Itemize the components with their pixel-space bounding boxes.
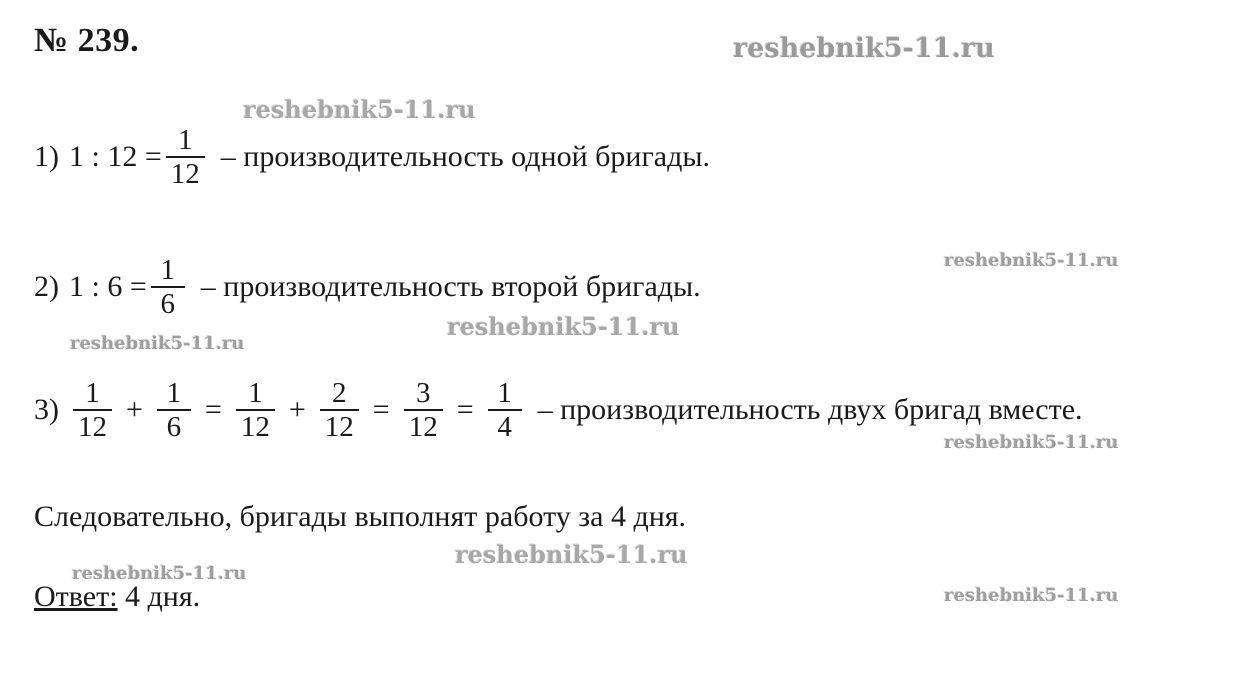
solution-step-2: [34, 255, 701, 320]
step-3-operator-2: +: [288, 393, 306, 427]
step-3-fraction-2: [157, 378, 191, 443]
step-1-description: – производительность одной бригады.: [220, 140, 710, 174]
step-3-operator-1: +: [126, 393, 143, 427]
step-3-equals-2: =: [372, 393, 390, 427]
step-2-description: – производительность второй бригады.: [200, 270, 701, 304]
fraction-denominator: 6: [166, 411, 182, 444]
step-2-expression: 1 : 6 =: [69, 270, 147, 304]
step-3-fraction-1: [73, 378, 112, 443]
watermark: reshebnik5-11.ru: [733, 33, 995, 64]
step-2-marker: 2): [34, 270, 59, 304]
step-3-equals-3: =: [456, 393, 474, 427]
step-3-equals-1: =: [204, 393, 222, 427]
step-3-fraction-3: [236, 378, 275, 443]
solution-step-1: [34, 125, 710, 190]
step-1-fraction-numerator: 1: [178, 124, 193, 156]
step-1-fraction-denominator: 12: [170, 158, 200, 191]
answer-value: 4 дня.: [125, 580, 201, 613]
fraction-denominator: 12: [324, 411, 354, 444]
step-1-marker: 1): [34, 140, 59, 174]
watermark: reshebnik5-11.ru: [447, 312, 680, 341]
fraction-numerator: 1: [248, 377, 263, 409]
fraction-numerator: 3: [415, 377, 431, 409]
watermark: reshebnik5-11.ru: [70, 333, 245, 354]
fraction-denominator: 4: [497, 411, 512, 444]
fraction-denominator: 12: [78, 411, 107, 444]
watermark: reshebnik5-11.ru: [455, 540, 688, 569]
answer-line: [34, 580, 200, 614]
step-1-fraction: [166, 125, 205, 190]
solution-step-3: [34, 378, 1083, 443]
watermark: reshebnik5-11.ru: [944, 250, 1119, 271]
step-3-fraction-5: [404, 378, 443, 443]
step-2-fraction: [151, 255, 185, 320]
step-1-expression: 1 : 12 =: [69, 140, 162, 174]
fraction-numerator: 1: [85, 377, 100, 409]
watermark: reshebnik5-11.ru: [243, 95, 476, 124]
fraction-denominator: 12: [408, 411, 438, 444]
step-3-marker: 3): [34, 393, 59, 427]
answer-label: Ответ:: [34, 580, 118, 613]
fraction-numerator: 1: [166, 377, 182, 409]
problem-number: № 239.: [34, 22, 140, 59]
step-3-description: – производительность двух бригад вместе.: [537, 393, 1083, 427]
watermark: reshebnik5-11.ru: [72, 563, 247, 584]
fraction-numerator: 1: [497, 377, 512, 409]
step-2-fraction-numerator: 1: [160, 254, 176, 286]
watermark: reshebnik5-11.ru: [944, 585, 1119, 606]
watermark: reshebnik5-11.ru: [944, 432, 1119, 453]
conclusion-text: Следовательно, бригады выполнят работу за 4 дня.: [34, 500, 687, 533]
step-3-fraction-4: [320, 378, 359, 443]
step-2-fraction-denominator: 6: [160, 288, 176, 321]
fraction-numerator: 2: [332, 377, 347, 409]
step-3-fraction-6: [488, 378, 522, 443]
fraction-denominator: 12: [240, 411, 270, 444]
